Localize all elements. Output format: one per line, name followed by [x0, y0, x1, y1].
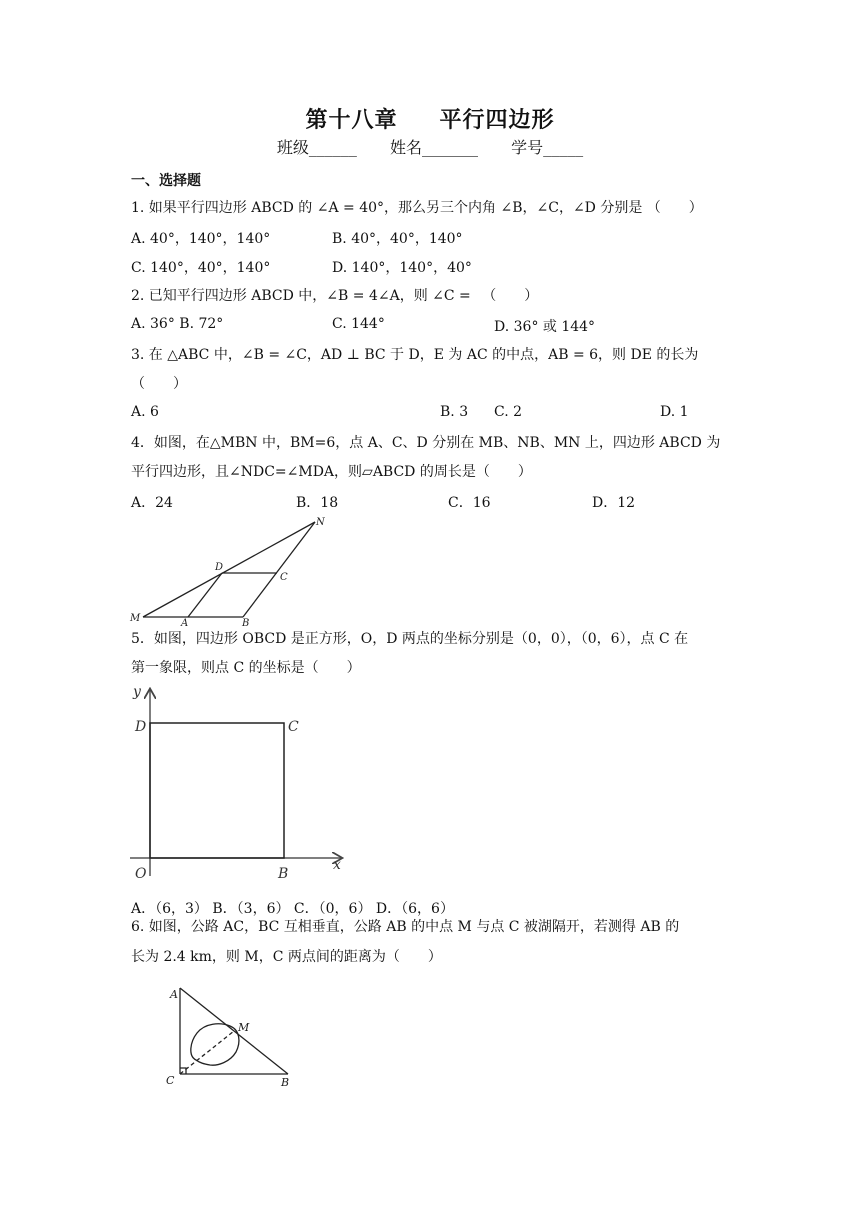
question-4-stem-line1: 4．如图，在△MBN 中，BM=6，点 A、C、D 分别在 MB、NB、MN 上，四边形 ABCD 为: [131, 435, 721, 451]
road-ab: [180, 988, 288, 1074]
question-3-option-d: D. 1: [660, 404, 689, 420]
segment-cm: [180, 1031, 234, 1074]
chapter-title: [0, 103, 860, 134]
point-label-c: C: [166, 1074, 175, 1087]
question-4-option-d: D．12: [592, 495, 636, 511]
question-1-option-d: D. 140°，140°，40°: [332, 260, 472, 276]
point-label-d: D: [215, 562, 224, 573]
point-label-c: C: [288, 719, 299, 735]
question-6-stem-line1: 6. 如图，公路 AC，BC 互相垂直，公路 AB 的中点 M 与点 C 被湖隔开，若测得 AB 的: [131, 919, 680, 935]
question-3-option-a: A. 6: [131, 404, 159, 420]
question-5-options: A．（6，3） B．（3，6） C．（0，6） D．（6，6）: [131, 901, 454, 917]
question-4-figure: [125, 513, 340, 628]
question-3-option-b: B. 3: [440, 404, 469, 420]
chapter-number: 第十八章: [305, 107, 398, 133]
question-2-stem: 2. 已知平行四边形 ABCD 中，∠B = 4∠A，则 ∠C = （ ）: [131, 288, 539, 304]
point-label-b: B: [242, 618, 250, 628]
question-6-figure: [160, 980, 310, 1090]
question-3-stem-line1: 3. 在 △ABC 中，∠B = ∠C，AD ⊥ BC 于 D，E 为 AC 的中点，AB = 6，则 DE 的长为: [131, 347, 699, 363]
segment-da: [188, 573, 222, 617]
question-1-option-c: C. 140°，40°，140°: [131, 260, 271, 276]
point-label-d: D: [135, 719, 147, 735]
question-4-stem-line2: 平行四边形，且∠NDC=∠MDA，则▱ABCD 的周长是（ ）: [131, 464, 532, 480]
square-obcd: [150, 723, 284, 858]
point-label-b: B: [281, 1076, 290, 1089]
point-label-b: B: [278, 866, 289, 882]
name-field: 姓名_______: [389, 138, 478, 157]
question-2-option-c: C. 144°: [332, 316, 385, 332]
section-heading: 一、选择题: [131, 173, 201, 189]
class-field: 班级______: [276, 138, 357, 157]
point-label-a: A: [170, 988, 178, 1001]
chapter-name: 平行四边形: [439, 107, 555, 133]
question-2-option-d: D. 36° 或 144°: [494, 319, 596, 335]
point-label-c: C: [280, 572, 288, 583]
point-label-a: A: [181, 618, 189, 628]
axis-label-x: x: [333, 857, 341, 873]
point-label-o: O: [135, 866, 147, 882]
question-3-stem-line2: （ ）: [131, 376, 187, 392]
question-4-option-b: B．18: [296, 495, 339, 511]
question-1-stem: 1. 如果平行四边形 ABCD 的 ∠A = 40°，那么另三个内角 ∠B，∠C，∠D 分别是 （ ）: [131, 200, 703, 216]
point-label-n: N: [316, 517, 325, 528]
question-5-stem-line2: 第一象限，则点 C 的坐标是（ ）: [131, 660, 361, 676]
axis-label-y: y: [133, 684, 141, 700]
question-4-option-a: A．24: [131, 495, 173, 511]
segment-bn: [243, 522, 315, 617]
question-5-figure: [125, 680, 355, 885]
student-id-field: 学号_____: [511, 138, 584, 157]
question-6-stem-line2: 长为 2.4 km，则 M，C 两点间的距离为（ ）: [131, 949, 442, 965]
question-4-option-c: C．16: [448, 495, 491, 511]
point-label-m: M: [130, 613, 141, 624]
student-info: [0, 135, 860, 158]
question-1-option-a: A. 40°，140°，140°: [131, 231, 271, 247]
question-5-stem-line1: 5．如图，四边形 OBCD 是正方形，O，D 两点的坐标分别是（0，0），（0，6），点 C 在: [131, 631, 689, 647]
question-1-option-b: B. 40°，40°，140°: [332, 231, 463, 247]
question-2-option-ab: A. 36° B. 72°: [131, 316, 224, 332]
point-label-m: M: [238, 1021, 250, 1034]
segment-mn: [143, 522, 315, 617]
question-3-option-c: C. 2: [494, 404, 523, 420]
